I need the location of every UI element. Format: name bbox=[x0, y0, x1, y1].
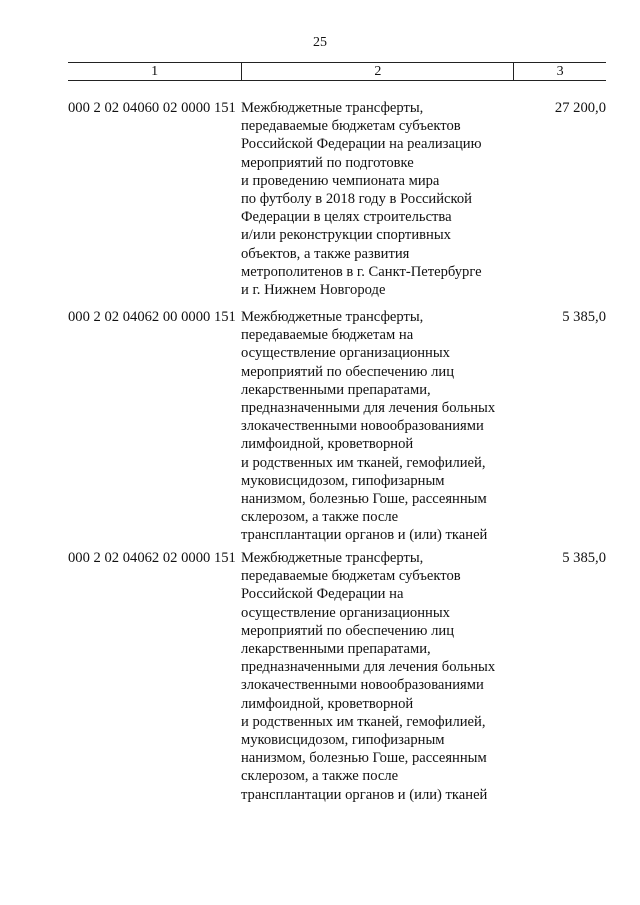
description-line: Российской Федерации на реализацию bbox=[241, 136, 482, 153]
row-description bbox=[241, 308, 517, 545]
description-line: склерозом, а также после bbox=[241, 768, 399, 785]
description-line: передаваемые бюджетам субъектов bbox=[241, 118, 461, 135]
amount-value: 5 385,0 bbox=[562, 309, 606, 325]
description-line: злокачественными новообразованиями bbox=[241, 677, 484, 694]
column-header-table bbox=[68, 62, 606, 81]
column-header-3: 3 bbox=[514, 63, 606, 81]
description-line: Межбюджетные трансферты, bbox=[241, 550, 424, 566]
budget-code: 000 2 02 04062 00 0000 151 bbox=[68, 309, 236, 325]
description-line: Межбюджетные трансферты, bbox=[241, 100, 424, 116]
description-line: предназначенными для лечения больных bbox=[241, 659, 496, 676]
description-line: Российской Федерации на bbox=[241, 586, 404, 603]
description-line: осуществление организационных bbox=[241, 604, 450, 621]
row-description bbox=[241, 549, 517, 804]
description-line: и/или реконструкции спортивных bbox=[241, 227, 451, 244]
description-line: трансплантации органов и (или) тканей bbox=[241, 786, 488, 803]
row-description bbox=[241, 99, 517, 299]
description-line: осуществление организационных bbox=[241, 345, 450, 362]
column-header-row bbox=[68, 63, 606, 81]
description-line: передаваемые бюджетам субъектов bbox=[241, 568, 461, 585]
description-line: нанизмом, болезнью Гоше, рассеянным bbox=[241, 491, 487, 508]
description-line: передаваемые бюджетам на bbox=[241, 327, 414, 344]
description-line: метрополитенов в г. Санкт-Петербурге bbox=[241, 263, 482, 280]
description-line: лекарственными препаратами, bbox=[241, 641, 431, 658]
description-line: нанизмом, болезнью Гоше, рассеянным bbox=[241, 750, 487, 767]
description-line: мероприятий по подготовке bbox=[241, 154, 414, 171]
description-line: Федерации в целях строительства bbox=[241, 209, 452, 226]
description-line: и г. Нижнем Новгороде bbox=[241, 282, 386, 299]
description-line: и родственных им тканей, гемофилией, bbox=[241, 713, 486, 730]
description-line: и проведению чемпионата мира bbox=[241, 172, 440, 189]
column-header-2: 2 bbox=[242, 63, 514, 81]
amount-value: 27 200,0 bbox=[554, 100, 606, 116]
amount-value: 5 385,0 bbox=[562, 550, 606, 566]
description-line: лимфоидной, кроветворной bbox=[241, 695, 414, 712]
description-line: злокачественными новообразованиями bbox=[241, 418, 484, 435]
description-line: Межбюджетные трансферты, bbox=[241, 309, 424, 325]
description-line: трансплантации органов и (или) тканей bbox=[241, 527, 488, 544]
description-line: муковисцидозом, гипофизарным bbox=[241, 472, 445, 489]
description-line: предназначенными для лечения больных bbox=[241, 400, 496, 417]
description-line: лекарственными препаратами, bbox=[241, 381, 431, 398]
description-line: и родственных им тканей, гемофилией, bbox=[241, 454, 486, 471]
description-line: мероприятий по обеспечению лиц bbox=[241, 363, 454, 380]
description-line: по футболу в 2018 году в Российской bbox=[241, 191, 472, 208]
description-line: лимфоидной, кроветворной bbox=[241, 436, 414, 453]
description-line: мероприятий по обеспечению лиц bbox=[241, 622, 454, 639]
description-line: склерозом, а также после bbox=[241, 509, 399, 526]
budget-code: 000 2 02 04062 02 0000 151 bbox=[68, 550, 236, 566]
description-line: муковисцидозом, гипофизарным bbox=[241, 732, 445, 749]
budget-code: 000 2 02 04060 02 0000 151 bbox=[68, 100, 236, 116]
description-line: объектов, а также развития bbox=[241, 245, 410, 262]
column-header-1: 1 bbox=[68, 63, 242, 81]
page-number: 25 bbox=[313, 35, 327, 50]
